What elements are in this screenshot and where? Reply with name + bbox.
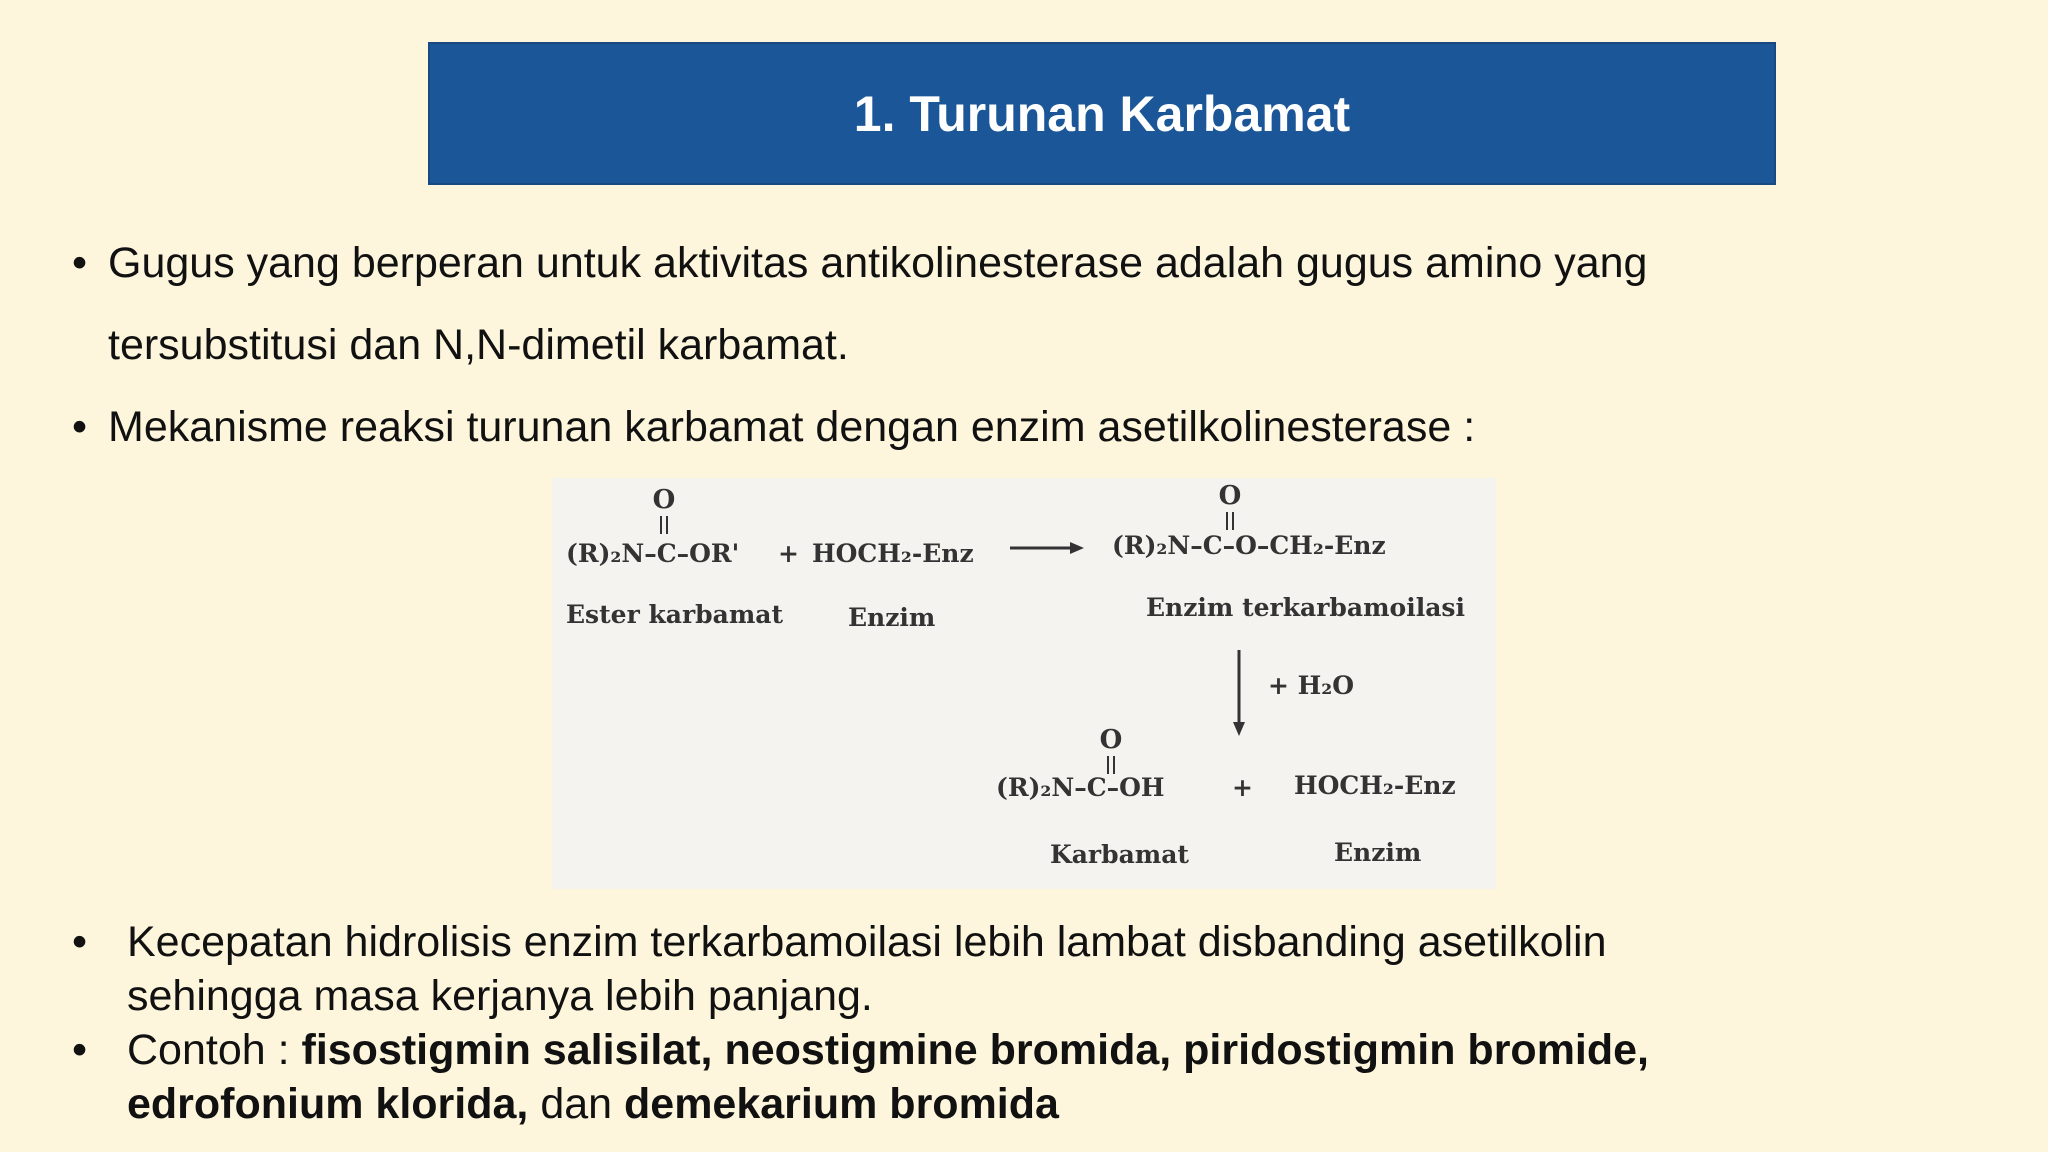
product-carbamoylated-enzyme: (R)₂N–C–O–CH₂-Enz [1112, 531, 1386, 560]
examples-group-2: edrofonium klorida, [127, 1080, 529, 1128]
bullet-4-line-2 [127, 1077, 1972, 1131]
examples-conjunction: dan [528, 1080, 625, 1128]
reactant-ester: (R)₂N–C–OR' [566, 539, 740, 568]
bullet-list-bottom [72, 915, 1972, 1131]
carbonyl-oxygen-3: O [1099, 725, 1123, 755]
plus-sign: + [778, 539, 799, 568]
bullet-dot: • [72, 403, 88, 451]
plus-sign-2: + [1232, 773, 1253, 802]
bullet-3-line-2: sehingga masa kerjanya lebih panjang. [127, 972, 873, 1020]
bullet-3-line-1: Kecepatan hidrolisis enzim terkarbamoilasi lebih lambat disbanding asetilkolin [127, 918, 1607, 966]
reaction-diagram [552, 478, 1496, 889]
bullet-item-3 [72, 915, 1972, 1023]
product-free-enzyme: HOCH₂-Enz [1294, 771, 1456, 800]
product-carbamic-acid: (R)₂N–C–OH [996, 773, 1165, 802]
examples-group-1: fisostigmin salisilat, neostigmine bromida, piridostigmin bromide, [301, 1026, 1650, 1074]
bullet-dot: • [72, 1026, 88, 1074]
bullet-dot: • [72, 918, 88, 966]
bullet-item-1 [72, 222, 1972, 386]
slide-title: 1. Turunan Karbamat [853, 85, 1351, 142]
water-reagent: + H₂O [1268, 671, 1354, 700]
bullet-1-line-1: Gugus yang berperan untuk aktivitas antikolinesterase adalah gugus amino yang [108, 239, 1648, 287]
bullet-2-line-1: Mekanisme reaksi turunan karbamat dengan enzim asetilkolinesterase : [108, 403, 1476, 451]
title-banner [428, 42, 1776, 185]
bullet-1-line-2: tersubstitusi dan N,N-dimetil karbamat. [108, 321, 849, 369]
bullet-dot: • [72, 239, 88, 287]
reactant-enzyme: HOCH₂-Enz [812, 539, 974, 568]
carbonyl-oxygen-2: O [1218, 481, 1242, 511]
examples-group-3: demekarium bromida [624, 1080, 1059, 1128]
bullet-item-4 [72, 1023, 1972, 1131]
label-karbamat: Karbamat [1050, 840, 1189, 869]
hydrolysis-arrow-head [1233, 722, 1245, 736]
label-enzim-1: Enzim [848, 603, 936, 632]
reaction-arrow-head [1070, 542, 1084, 554]
reaction-scheme [552, 478, 1496, 889]
bullet-4-line-1 [127, 1023, 1972, 1077]
label-enzim-2: Enzim [1334, 838, 1422, 867]
label-enzim-terkarbamoilasi: Enzim terkarbamoilasi [1146, 593, 1465, 622]
carbonyl-oxygen-1: O [652, 485, 676, 515]
label-ester-karbamat: Ester karbamat [566, 600, 784, 629]
examples-lead: Contoh : [127, 1026, 302, 1074]
bullet-item-2 [72, 386, 1972, 468]
bullet-list-top [72, 222, 1972, 468]
